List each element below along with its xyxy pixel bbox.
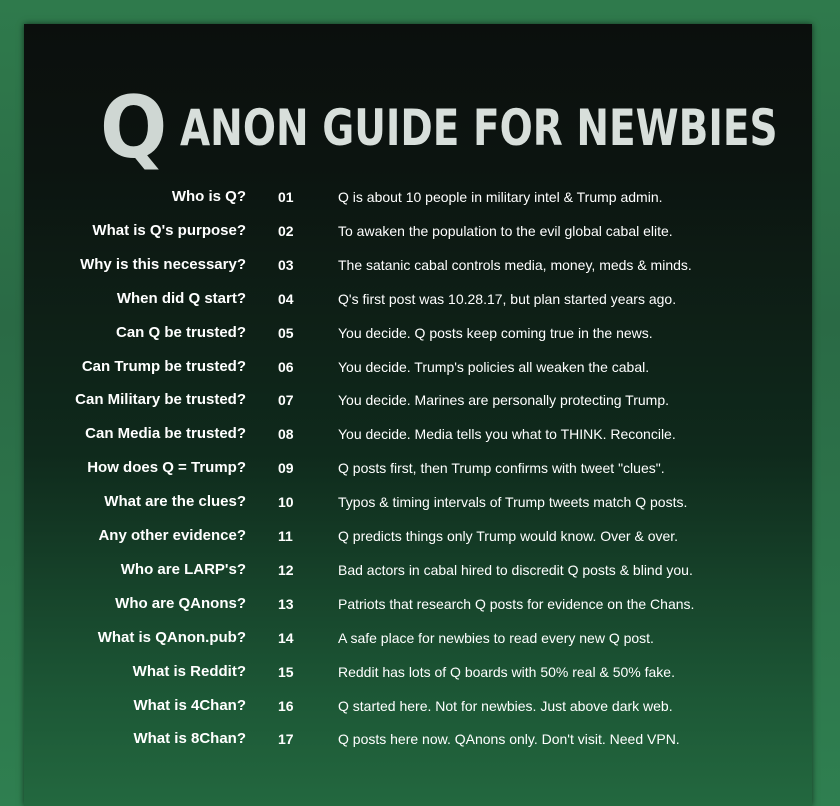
- faq-row: [0, 521, 840, 551]
- faq-row: [0, 419, 840, 449]
- faq-answer: You decide. Media tells you what to THINK. Reconcile.: [338, 426, 676, 443]
- faq-row: [0, 555, 840, 585]
- faq-number: 04: [278, 290, 294, 307]
- faq-answer: Reddit has lots of Q boards with 50% real & 50% fake.: [338, 663, 675, 680]
- faq-question: What is 4Chan?: [133, 696, 246, 714]
- title-text: ANON GUIDE FOR NEWBIES: [180, 99, 778, 157]
- faq-row: [0, 352, 840, 382]
- faq-answer: You decide. Trump's policies all weaken the cabal.: [338, 358, 650, 375]
- faq-answer: Patriots that research Q posts for evidence on the Chans.: [338, 595, 695, 612]
- faq-row: [0, 284, 840, 314]
- faq-row: [0, 589, 840, 619]
- faq-answer: Q is about 10 people in military intel & Trump admin.: [338, 189, 663, 205]
- faq-row: [0, 182, 840, 212]
- faq-number: 03: [278, 256, 294, 273]
- faq-number: 17: [278, 731, 294, 748]
- faq-number: 02: [278, 222, 294, 239]
- title-q-letter: Q: [100, 78, 168, 178]
- faq-row: [0, 623, 840, 653]
- faq-answer: Q's first post was 10.28.17, but plan started years ago.: [338, 290, 677, 307]
- faq-row: [0, 487, 840, 517]
- faq-number: 13: [278, 595, 294, 612]
- faq-question: What is 8Chan?: [133, 730, 246, 748]
- faq-question: Can Trump be trusted?: [81, 357, 246, 375]
- faq-question: What is Reddit?: [132, 662, 246, 680]
- faq-answer: Q posts first, then Trump confirms with tweet "clues".: [338, 460, 665, 477]
- faq-question: Who are QAnons?: [115, 594, 246, 612]
- faq-answer: To awaken the population to the evil global cabal elite.: [338, 222, 673, 239]
- faq-row: [0, 691, 840, 721]
- faq-question: Can Military be trusted?: [75, 391, 246, 409]
- faq-number: 07: [278, 392, 294, 409]
- faq-number: 05: [278, 324, 294, 341]
- faq-row: [0, 250, 840, 280]
- faq-row: [0, 724, 840, 754]
- faq-question: When did Q start?: [116, 289, 246, 307]
- faq-row: [0, 385, 840, 415]
- faq-question: Any other evidence?: [98, 527, 246, 544]
- faq-question: How does Q = Trump?: [87, 459, 246, 477]
- faq-number: 14: [278, 629, 294, 646]
- faq-number: 16: [278, 697, 294, 714]
- faq-answer: Q started here. Not for newbies. Just above dark web.: [338, 697, 673, 714]
- faq-number: 10: [278, 494, 294, 511]
- faq-number: 11: [278, 528, 293, 544]
- faq-row: [0, 453, 840, 483]
- faq-answer: Bad actors in cabal hired to discredit Q posts & blind you.: [338, 561, 693, 578]
- faq-answer: You decide. Marines are personally protecting Trump.: [338, 392, 669, 409]
- faq-question: Can Media be trusted?: [85, 425, 246, 443]
- faq-answer: Q posts here now. QAnons only. Don't visit. Need VPN.: [338, 731, 680, 748]
- faq-question: Can Q be trusted?: [115, 323, 246, 341]
- faq-question: What is QAnon.pub?: [97, 628, 246, 646]
- faq-number: 01: [278, 189, 294, 205]
- faq-question: Why is this necessary?: [80, 255, 246, 273]
- faq-answer: You decide. Q posts keep coming true in the news.: [338, 324, 653, 341]
- faq-number: 09: [278, 460, 294, 477]
- faq-question: Who are LARP's?: [120, 560, 246, 578]
- faq-number: 12: [278, 561, 294, 578]
- faq-question: What is Q's purpose?: [92, 221, 246, 239]
- faq-row: [0, 216, 840, 246]
- faq-number: 15: [278, 663, 294, 680]
- faq-answer: A safe place for newbies to read every new Q post.: [338, 629, 654, 646]
- faq-number: 08: [278, 426, 294, 443]
- faq-question: What are the clues?: [104, 493, 246, 511]
- faq-answer: Typos & timing intervals of Trump tweets match Q posts.: [338, 494, 688, 511]
- faq-answer: The satanic cabal controls media, money, meds & minds.: [338, 256, 692, 273]
- faq-question: Who is Q?: [171, 188, 246, 205]
- faq-row: [0, 657, 840, 687]
- faq-answer: Q predicts things only Trump would know. Over & over.: [338, 528, 679, 544]
- faq-number: 06: [278, 358, 294, 375]
- faq-row: [0, 318, 840, 348]
